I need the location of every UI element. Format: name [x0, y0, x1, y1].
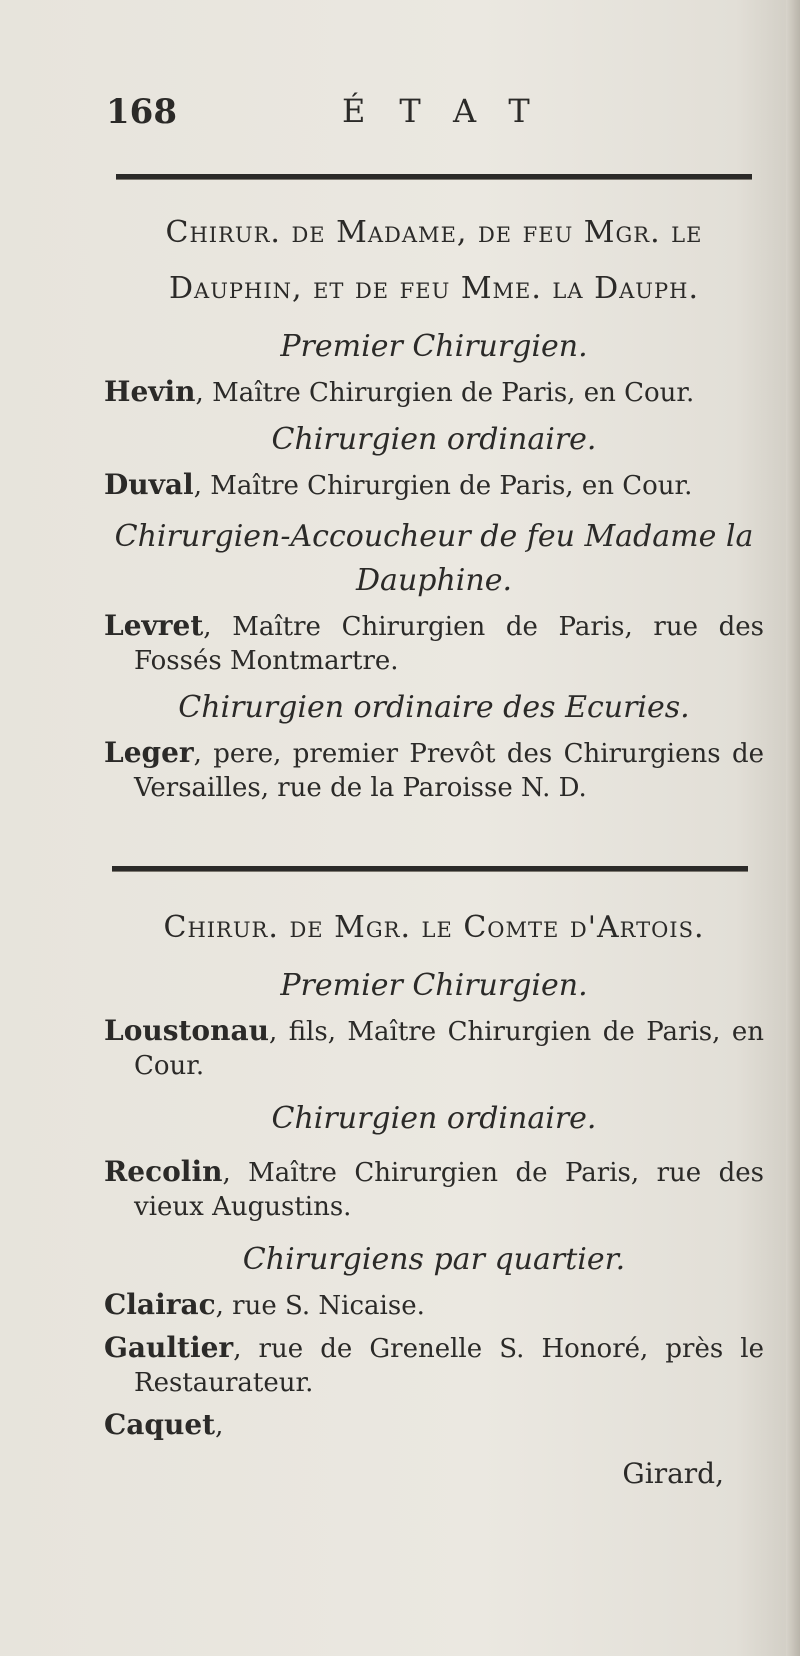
catchword: Girard, [622, 1457, 724, 1490]
entry-name: Clairac [104, 1288, 216, 1321]
entry-text: , Maître Chirurgien de Paris, rue des Fossés Montmartre. [134, 612, 764, 676]
entry-text: , Maître Chirurgien de Paris, rue des vieux Augustins. [134, 1158, 764, 1222]
section-divider-rule [112, 866, 748, 872]
page-edge-shadow [786, 0, 800, 1656]
entry-text: , rue S. Nicaise. [215, 1291, 425, 1321]
entry-levret [104, 609, 764, 678]
entry-name: Gaultier [104, 1331, 234, 1364]
entry-text: , Maître Chirurgien de Paris, en Cour. [195, 378, 695, 408]
subheading-premier-chirurgien: Premier Chirurgien. [280, 329, 588, 364]
entry-leger [104, 736, 764, 805]
entry-name: Loustonau [104, 1014, 269, 1047]
entry-caquet [104, 1408, 764, 1443]
page-header [106, 92, 756, 132]
entry-loustonau [104, 1014, 764, 1083]
subheading-par-quartier: Chirurgiens par quartier. [242, 1242, 626, 1277]
subheading-ordinaire-ecuries: Chirurgien ordinaire des Ecuries. [178, 690, 690, 725]
entry-text: , rue de Grenelle S. Honoré, près le Restaurateur. [134, 1334, 764, 1398]
subheading-accoucheur-line-1: Chirurgien-Accoucheur de feu Madame la [114, 519, 754, 554]
section-divider-rule [116, 174, 752, 180]
section-heading-line-1: Chirur. de Madame, de feu Mgr. le [165, 215, 703, 250]
section-madame-dauphin [104, 205, 764, 813]
entry-text: , Maître Chirurgien de Paris, en Cour. [193, 471, 693, 501]
entry-name: Levret [104, 609, 204, 642]
entry-name: Leger [104, 736, 194, 769]
entry-name: Hevin [104, 375, 196, 408]
section-comte-artois [104, 900, 764, 1490]
entry-text: , fils, Maître Chirurgien de Paris, en Cour. [134, 1017, 764, 1081]
subheading-chirurgien-ordinaire: Chirurgien ordinaire. [271, 1101, 597, 1136]
entry-clairac [104, 1288, 764, 1323]
entry-name: Caquet [104, 1408, 216, 1441]
section-heading-line-2: Dauphin, et de feu Mme. la Dauph. [169, 271, 699, 306]
entry-duval [104, 468, 764, 503]
subheading-accoucheur-line-2: Dauphine. [356, 563, 512, 598]
subheading-premier-chirurgien: Premier Chirurgien. [280, 968, 588, 1003]
entry-gaultier [104, 1331, 764, 1400]
entry-recolin [104, 1155, 764, 1224]
entry-text: , pere, premier Prevôt des Chirurgiens de Versailles, rue de la Paroisse N. D. [134, 739, 764, 803]
entry-name: Recolin [104, 1155, 223, 1188]
running-head: ÉTAT [342, 92, 564, 130]
entry-text: , [215, 1411, 224, 1441]
section-heading: Chirur. de Mgr. le Comte d'Artois. [163, 910, 705, 945]
page-number: 168 [106, 92, 177, 132]
entry-name: Duval [104, 468, 194, 501]
subheading-chirurgien-ordinaire: Chirurgien ordinaire. [271, 422, 597, 457]
entry-hevin [104, 375, 764, 410]
